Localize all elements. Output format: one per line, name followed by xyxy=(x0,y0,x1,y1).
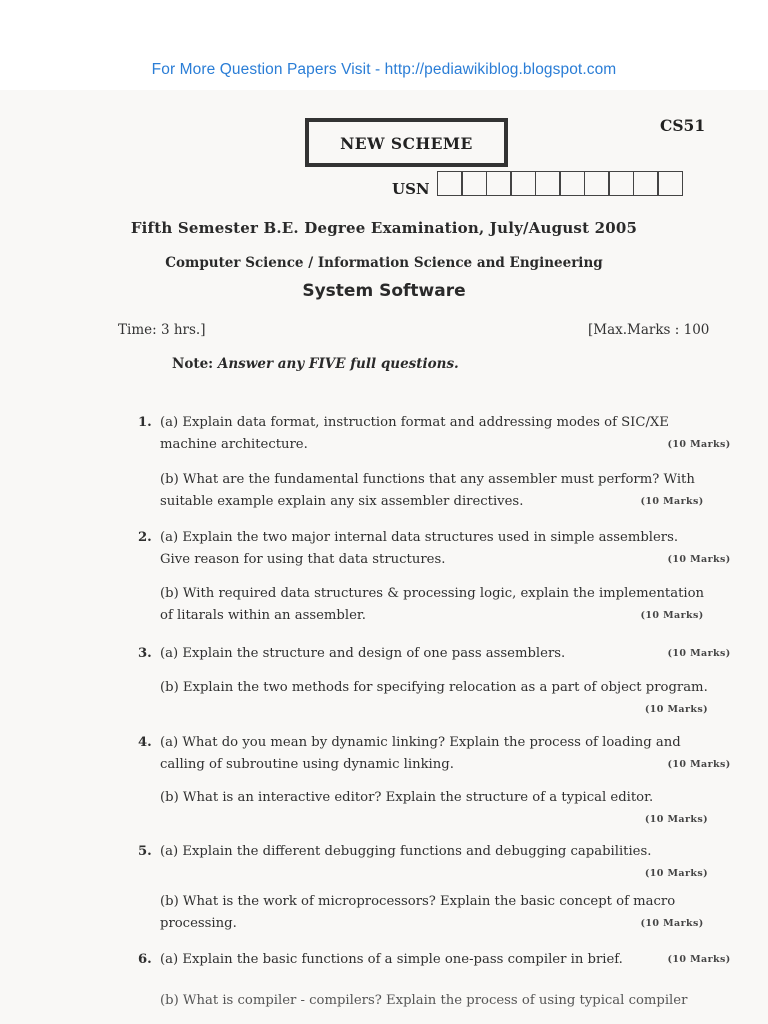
question-number: 4. xyxy=(138,735,152,750)
question-5-marks xyxy=(160,863,708,885)
department: Computer Science / Information Science and Engineering xyxy=(165,255,603,271)
question-number: 5. xyxy=(138,844,152,859)
exam-title: Fifth Semester B.E. Degree Examination, July/August 2005 xyxy=(130,219,638,237)
marks-label: (10 Marks) xyxy=(644,868,708,879)
part-text-cont xyxy=(160,434,735,456)
part-text: processing. xyxy=(160,916,237,931)
question-6-part-b-cutoff xyxy=(160,990,708,998)
marks-label: (10 Marks) xyxy=(667,439,731,450)
part-text: calling of subroutine using dynamic linking. xyxy=(160,757,454,772)
part-text: (b) With required data structures & processing logic, explain the implementation xyxy=(160,586,705,601)
marks-label: (10 Marks) xyxy=(644,814,708,825)
question-1-part-b xyxy=(160,469,708,513)
marks-label: (10 Marks) xyxy=(667,954,731,965)
question-part-a xyxy=(160,412,735,456)
part-text: suitable example explain any six assembler directives. xyxy=(160,494,524,509)
part-text-cont xyxy=(160,913,708,935)
part-text-cont xyxy=(160,605,708,627)
usn-box xyxy=(584,171,610,196)
question-2-part-b xyxy=(160,583,708,627)
question-number: 3. xyxy=(138,646,152,661)
usn-box xyxy=(510,171,536,196)
part-text-cont xyxy=(160,754,735,776)
question-3-part-b xyxy=(160,677,708,721)
part-text: (a) Explain the basic functions of a simple one-pass compiler in brief. xyxy=(160,952,623,967)
usn-box xyxy=(437,171,463,196)
marks-label: (10 Marks) xyxy=(667,648,731,659)
part-text: (b) What is an interactive editor? Explain the structure of a typical editor. xyxy=(160,790,654,805)
max-marks: [Max.Marks : 100 xyxy=(588,322,710,338)
usn-box xyxy=(657,171,683,196)
part-text: of litarals within an assembler. xyxy=(160,608,366,623)
usn-box xyxy=(486,171,512,196)
part-text: (b) What is the work of microprocessors? Explain the basic concept of macro xyxy=(160,894,676,909)
question-part-a xyxy=(160,949,735,971)
question-part-a xyxy=(160,527,735,571)
usn-box xyxy=(633,171,659,196)
question-part-a xyxy=(160,841,735,863)
question-part-a xyxy=(160,732,735,776)
marks-label: (10 Marks) xyxy=(640,610,704,621)
question-part-a xyxy=(160,643,735,665)
usn-box xyxy=(461,171,487,196)
usn-label: USN xyxy=(392,180,430,198)
marks-label: (10 Marks) xyxy=(640,496,704,507)
question-number: 2. xyxy=(138,530,152,545)
usn-box xyxy=(608,171,634,196)
note-label: Note: xyxy=(172,356,214,372)
marks-label: (10 Marks) xyxy=(640,918,704,929)
part-text: (a) Explain the structure and design of one pass assemblers. xyxy=(160,646,566,661)
question-number: 1. xyxy=(138,415,152,430)
part-text-cont xyxy=(160,643,735,665)
part-text-cont xyxy=(160,949,735,971)
part-text-cont xyxy=(160,491,708,513)
question-number: 6. xyxy=(138,952,152,967)
part-text: (a) Explain the different debugging functions and debugging capabilities. xyxy=(160,844,652,859)
question-5-part-b xyxy=(160,891,708,935)
part-text: Give reason for using that data structures. xyxy=(160,552,446,567)
usn-box xyxy=(535,171,561,196)
source-banner: For More Question Papers Visit - http://pediawikiblog.blogspot.com xyxy=(151,61,617,78)
subject-code: CS51 xyxy=(660,116,706,135)
part-text: machine architecture. xyxy=(160,437,308,452)
marks-label: (10 Marks) xyxy=(667,554,731,565)
part-text: (a) What do you mean by dynamic linking? Explain the process of loading and xyxy=(160,735,681,750)
note xyxy=(172,356,459,372)
part-text: (b) Explain the two methods for specifying relocation as a part of object program. xyxy=(160,680,708,695)
part-text: (a) Explain data format, instruction format and addressing modes of SIC/XE xyxy=(160,415,669,430)
part-text: (a) Explain the two major internal data structures used in simple assemblers. xyxy=(160,530,679,545)
time-allowed: Time: 3 hrs.] xyxy=(118,322,206,338)
marks-label: (10 Marks) xyxy=(644,704,708,715)
marks-label: (10 Marks) xyxy=(667,759,731,770)
scheme-label: NEW SCHEME xyxy=(340,134,473,153)
subject-title: System Software xyxy=(302,281,466,301)
part-text: (b) What are the fundamental functions that any assembler must perform? With xyxy=(160,472,695,487)
question-4-part-b xyxy=(160,787,708,831)
part-text-cont xyxy=(160,549,735,571)
note-text: Answer any FIVE full questions. xyxy=(217,356,459,372)
usn-box xyxy=(559,171,585,196)
usn-boxes xyxy=(438,171,683,196)
